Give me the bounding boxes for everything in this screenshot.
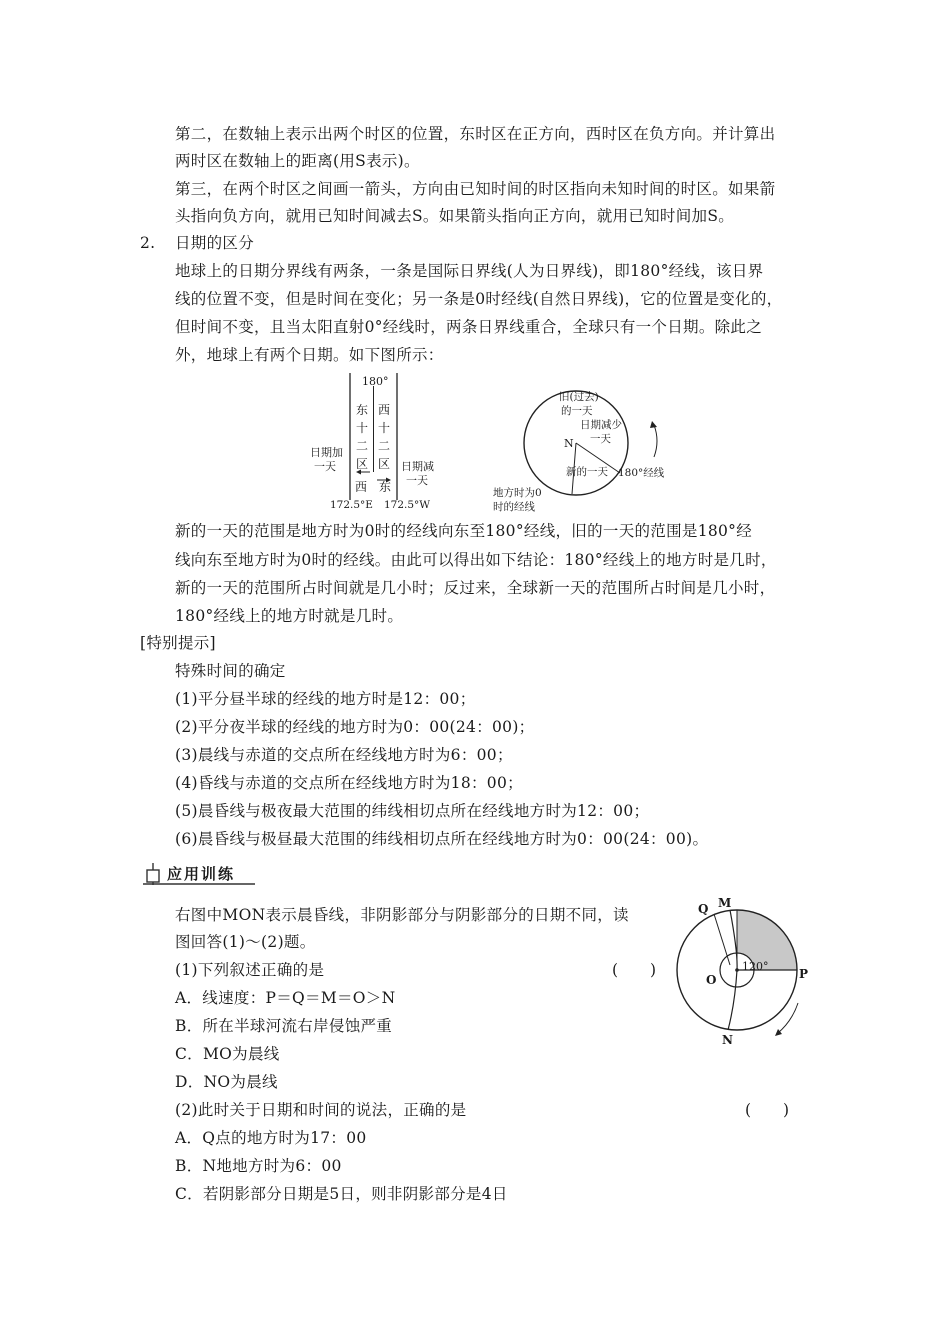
fig1-east-char: 二: [356, 439, 369, 453]
fig1-left-note: 日期加: [310, 446, 343, 459]
option: B．所在半球河流右岸侵蚀严重: [175, 1017, 393, 1035]
tip-item: (1)平分昼半球的经线的地方时是12：00；: [175, 690, 476, 708]
answer-bracket: ( ): [612, 961, 657, 979]
date-line-band-diagram: [300, 368, 460, 513]
paragraph-line: 外，地球上有两个日期。如下图所示：: [175, 346, 444, 364]
option: D．NO为晨线: [175, 1073, 278, 1091]
fig3-p: P: [799, 967, 809, 981]
fig2-zero-line: 地方时为0: [493, 487, 542, 499]
option: C．MO为晨线: [175, 1045, 280, 1063]
paragraph-line: 线的位置不变，但是时间在变化；另一条是0时经线(自然日界线)，它的位置是变化的，: [175, 290, 783, 308]
paragraph-line: 180°经线上的地方时就是几时。: [175, 607, 404, 625]
fig3-angle: 120°: [742, 960, 769, 973]
paragraph-line: 线向东至地方时为0时的经线。由此可以得出如下结论：180°经线上的地方时是几时，: [175, 551, 777, 569]
paragraph-line: 第二，在数轴上表示出两个时区的位置，东时区在正方向，西时区在负方向。并计算出: [175, 125, 776, 143]
subsection-title: 日期的区分: [175, 234, 255, 252]
fig1-east-char: 东: [356, 403, 369, 417]
paragraph-line: 两时区在数轴上的距离(用S表示)。: [175, 152, 420, 170]
fig2-zero-line: 时的经线: [493, 501, 535, 513]
option: A．线速度：P＝Q＝M＝O＞N: [175, 989, 396, 1007]
fig1-lon-left: 172.5°E: [330, 499, 373, 511]
section-title: 应用训练: [167, 865, 236, 883]
fig1-top-label: 180°: [362, 375, 389, 388]
fig1-left-note: 一天: [314, 460, 336, 473]
question-stem: (1)下列叙述正确的是: [175, 961, 325, 979]
fig3-o: O: [706, 973, 717, 987]
tip-title: 特殊时间的确定: [175, 662, 286, 680]
fig3-n: N: [722, 1033, 733, 1047]
fig2-180-line: 180°经线: [618, 467, 665, 479]
paragraph-line: 头指向负方向，就用已知时间减去S。如果箭头指向正方向，就用已知时间加S。: [175, 207, 735, 225]
fig1-right-note: 一天: [406, 474, 428, 487]
fig1-east-label: 东: [379, 480, 392, 494]
section-header: [143, 861, 255, 887]
paragraph-line: 地球上的日期分界线有两条，一条是国际日界线(人为日界线)，即180°经线，该日界: [175, 262, 764, 280]
tip-item: (4)昏线与赤道的交点所在经线地方时为18：00；: [175, 774, 523, 792]
option: A．Q点的地方时为17：00: [175, 1129, 367, 1147]
answer-bracket: ( ): [745, 1101, 790, 1119]
fig3-q: Q: [698, 902, 709, 916]
list-number: 2.: [140, 234, 156, 252]
polar-date-diagram: [488, 375, 688, 517]
fig1-east-char: 区: [356, 457, 369, 471]
fig2-old-day: 的一天: [561, 405, 593, 417]
paragraph-line: 新的一天的范围所占时间就是几小时；反过来，全球新一天的范围所占时间是几小时，: [175, 579, 776, 597]
fig3-m: M: [718, 896, 732, 910]
option: C．若阴影部分日期是5日，则非阴影部分是4日: [175, 1185, 508, 1203]
tip-item: (6)晨昏线与极昼最大范围的纬线相切点所在经线地方时为0：00(24：00)。: [175, 830, 709, 848]
tip-item: (2)平分夜半球的经线的地方时为0：00(24：00)；: [175, 718, 535, 736]
fig2-date-minus: 日期减少: [580, 419, 622, 431]
exercise-intro: 右图中MON表示晨昏线，非阴影部分与阴影部分的日期不同，读: [175, 906, 629, 924]
paragraph-line: 新的一天的范围是地方时为0时的经线向东至180°经线，旧的一天的范围是180°经: [175, 522, 753, 540]
fig2-new-day: 新的一天: [566, 466, 608, 478]
question-stem: (2)此时关于日期和时间的说法，正确的是: [175, 1101, 467, 1119]
option: B．N地地方时为6：00: [175, 1157, 342, 1175]
fig2-pole: N: [564, 437, 574, 450]
tip-heading: [特别提示]: [140, 634, 216, 652]
fig1-west-char: 十: [378, 421, 391, 435]
rotation-arrow-icon: [650, 421, 657, 428]
fig1-west-char: 西: [378, 403, 391, 417]
tip-item: (3)晨线与赤道的交点所在经线地方时为6：00；: [175, 746, 513, 764]
paragraph-line: 但时间不变，且当太阳直射0°经线时，两条日界线重合，全球只有一个日期。除此之: [175, 318, 763, 336]
fig2-old-day: 旧(过去): [559, 391, 599, 403]
fig1-east-char: 十: [356, 421, 369, 435]
fig1-lon-right: 172.5°W: [384, 499, 431, 511]
fig1-west-label: 西: [355, 480, 368, 494]
exercise-intro: 图回答(1)～(2)题。: [175, 933, 316, 951]
tip-item: (5)晨昏线与极夜最大范围的纬线相切点所在经线地方时为12：00；: [175, 802, 650, 820]
fig1-west-char: 二: [378, 439, 391, 453]
fig1-west-char: 区: [378, 457, 391, 471]
fig1-right-note: 日期减: [401, 460, 434, 473]
paragraph-line: 第三，在两个时区之间画一箭头，方向由已知时间的时区指向未知时间的时区。如果箭: [175, 180, 776, 198]
fig2-date-minus: 一天: [590, 433, 611, 445]
terminator-diagram: [670, 893, 815, 1048]
